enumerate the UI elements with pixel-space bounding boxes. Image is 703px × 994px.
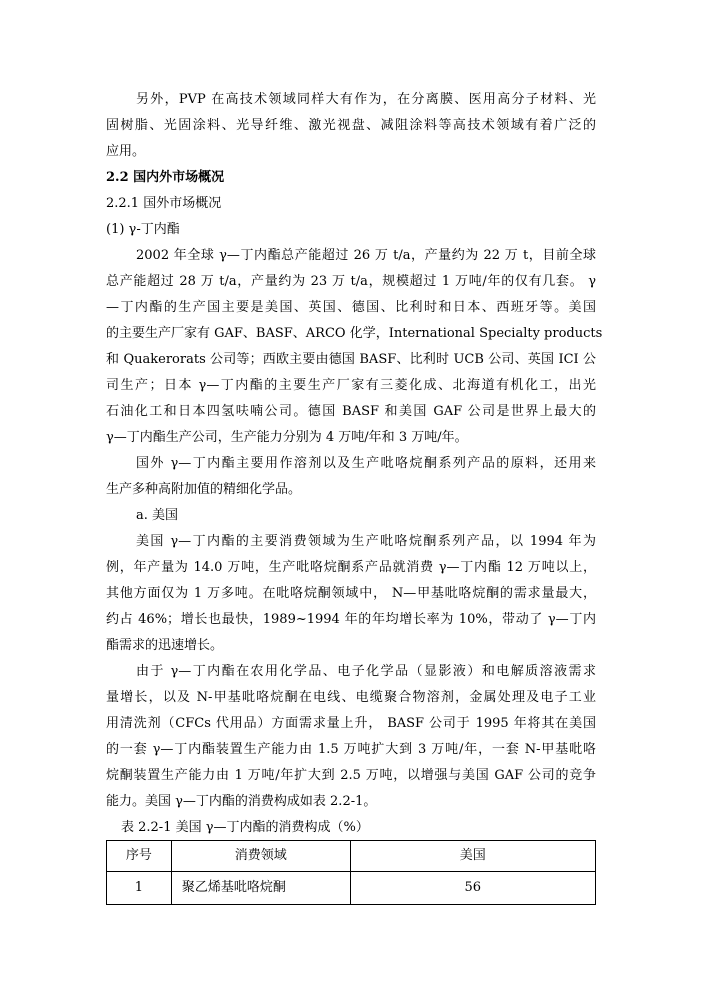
paragraph-line: γ—丁内酯生产公司，生产能力分别为 4 万吨/年和 3 万吨/年。: [106, 430, 468, 445]
paragraph-line: 用清洗剂（CFCs 代用品）方面需求量上升， BASF 公司于 1995 年将其在美国: [106, 716, 596, 731]
paragraph-line: 约占 46%；增长也最快，1989~1994 年的年均增长率为 10%，带动了 γ—丁内: [106, 612, 596, 627]
paragraph-line: 司生产；日本 γ—丁内酯的主要生产厂家有三菱化成、北海道有机化工，出光: [106, 378, 596, 393]
paragraph-line: 2002 年全球 γ—丁内酯总产能超过 26 万 t/a，产量约为 22 万 t，目前全球: [136, 248, 596, 263]
paragraph-line: 的主要生产厂家有 GAF、BASF、ARCO 化学，International Specialty products: [106, 326, 603, 341]
table-caption: 表 2.2-1 美国 γ—丁内酯的消费构成（%）: [121, 820, 369, 835]
paragraph-line: 和 Quakerorats 公司等；西欧主要由德国 BASF、比利时 UCB 公司、英国 ICI 公: [106, 352, 596, 367]
table-header-cell: 消费领域: [171, 841, 350, 872]
paragraph-line: 例，年产量为 14.0 万吨，生产吡咯烷酮系产品就消费 γ—丁内酯 12 万吨以上，: [106, 560, 596, 575]
paragraph-line: 能力。美国 γ—丁内酯的消费构成如表 2.2-1。: [106, 794, 377, 809]
paragraph-line: 固树脂、光固涂料、光导纤维、激光视盘、减阻涂料等高技术领域有着广泛的: [106, 118, 596, 133]
paragraph-line: 由于 γ—丁内酯在农用化学品、电子化学品（显影液）和电解质溶液需求: [136, 664, 596, 679]
paragraph-line: 另外，PVP 在高技术领域同样大有作为，在分离膜、医用高分子材料、光: [136, 92, 596, 107]
paragraph-line: 国外 γ—丁内酯主要用作溶剂以及生产吡咯烷酮系列产品的原料，还用来: [136, 456, 596, 471]
table-header-cell: 美国: [350, 841, 595, 872]
section-heading: 2.2 国内外市场概况: [106, 170, 225, 185]
paragraph-line: 美国 γ—丁内酯的主要消费领域为生产吡咯烷酮系列产品，以 1994 年为: [136, 534, 596, 549]
item-heading: (1) γ-丁内酯: [106, 222, 180, 237]
paragraph-line: 其他方面仅为 1 万多吨。在吡咯烷酮领域中， N—甲基吡咯烷酮的需求量最大，: [106, 586, 596, 601]
paragraph-line: 量增长，以及 N-甲基吡咯烷酮在电线、电缆聚合物溶剂，金属处理及电子工业: [106, 690, 596, 705]
table-cell: 1: [107, 872, 172, 905]
table-cell: 56: [350, 872, 595, 905]
paragraph-line: —丁内酯的生产国主要是美国、英国、德国、比利时和日本、西班牙等。美国: [106, 300, 596, 315]
paragraph-line: 生产多种高附加值的精细化学品。: [106, 482, 302, 497]
table-header-row: [107, 841, 596, 872]
paragraph-line: 应用。: [106, 144, 146, 159]
country-heading: a. 美国: [136, 508, 179, 523]
paragraph-line: 总产能超过 28 万 t/a，产量约为 23 万 t/a，规模超过 1 万吨/年的仅有几套。 γ: [106, 274, 596, 289]
paragraph-line: 石油化工和日本四氢呋喃公司。德国 BASF 和美国 GAF 公司是世界上最大的: [106, 404, 596, 419]
subsection-heading: 2.2.1 国外市场概况: [106, 196, 222, 211]
table-row: [107, 872, 596, 905]
paragraph-line: 烷酮装置生产能力由 1 万吨/年扩大到 2.5 万吨，以增强与美国 GAF 公司的竞争: [106, 768, 596, 783]
consumption-table: [106, 840, 596, 905]
table-header-cell: 序号: [107, 841, 172, 872]
table-cell: 聚乙烯基吡咯烷酮: [171, 872, 350, 905]
paragraph-line: 的一套 γ—丁内酯装置生产能力由 1.5 万吨扩大到 3 万吨/年，一套 N-甲基吡咯: [106, 742, 596, 757]
paragraph-line: 酯需求的迅速增长。: [106, 638, 224, 653]
